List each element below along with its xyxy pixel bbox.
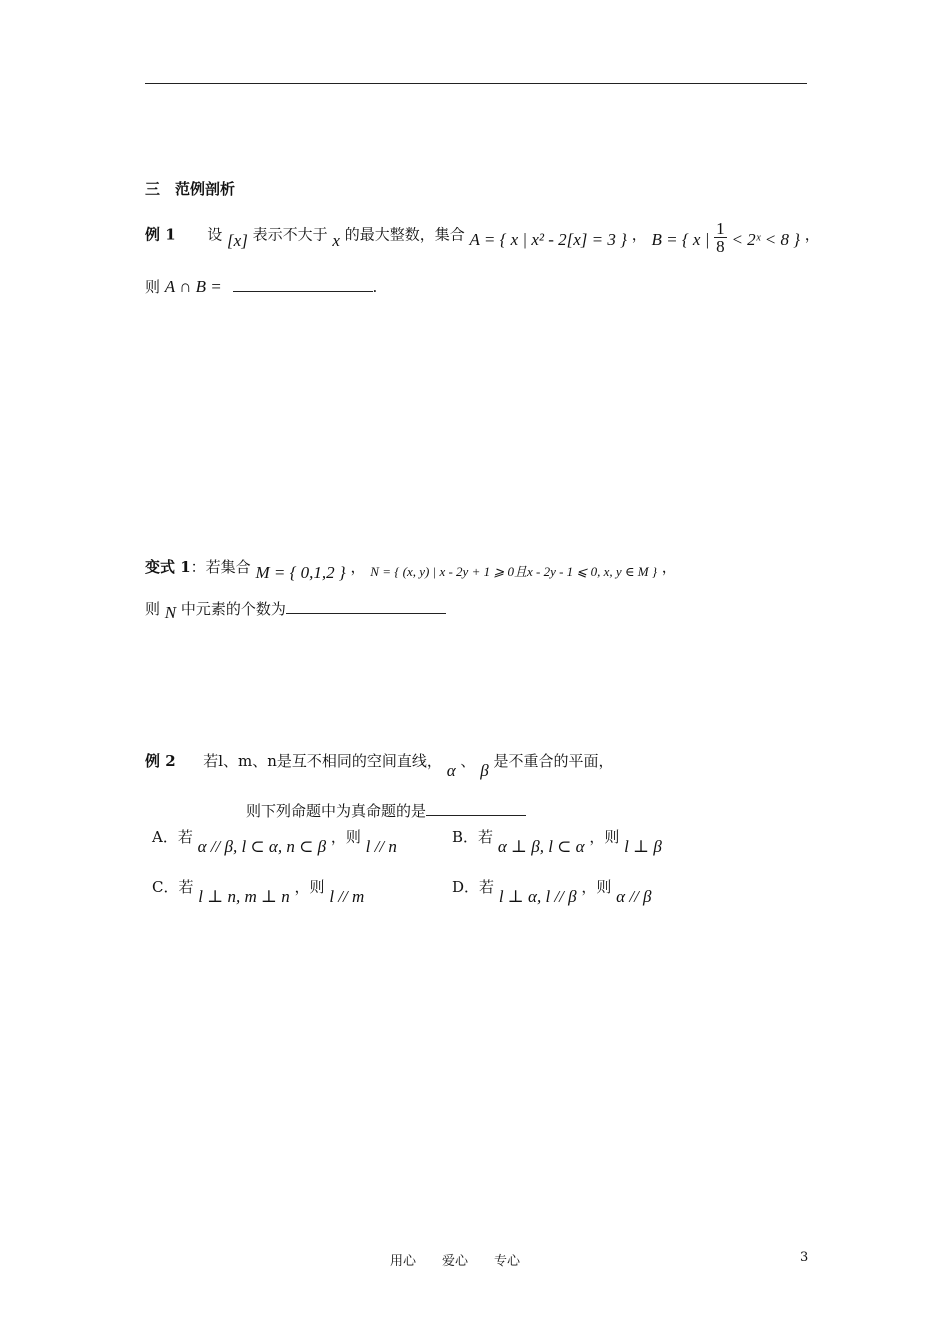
example-2-line-2 bbox=[246, 800, 526, 821]
option-D-then: ，则 bbox=[581, 878, 612, 896]
variable-N: N bbox=[164, 603, 177, 622]
intersection-expression: A ∩ B = bbox=[164, 277, 222, 296]
example-2-question: 则下列命题中为真命题的是 bbox=[246, 802, 427, 820]
option-A-condition: α // β, l ⊂ α, n ⊂ β bbox=[197, 837, 327, 856]
option-B-condition: α ⊥ β, l ⊂ α bbox=[497, 837, 585, 856]
example-2-text-b: 是不重合的平面， bbox=[493, 752, 614, 770]
set-M: M = { 0,1,2 } bbox=[255, 563, 346, 582]
example-1-sep: ， bbox=[631, 225, 647, 244]
dun-mark: 、 bbox=[460, 752, 476, 770]
answer-blank[interactable] bbox=[233, 291, 373, 292]
option-A-then: ，则 bbox=[330, 828, 361, 846]
fraction-one-eighth bbox=[714, 220, 727, 255]
variable-x: x bbox=[332, 230, 340, 250]
set-A: A = { x | x² - 2[x] = 3 } bbox=[469, 229, 627, 249]
set-N: N = { (x, y) | x - 2y + 1 ⩾ 0且x - 2y - 1 ⩽ 0, x, y ∈ M } bbox=[370, 564, 658, 579]
example-1-line-1 bbox=[145, 218, 820, 256]
option-C[interactable] bbox=[152, 876, 365, 906]
option-D-conclusion: α // β bbox=[616, 887, 652, 906]
option-C-key: C．若 bbox=[152, 878, 194, 896]
option-C-then: ，则 bbox=[294, 878, 325, 896]
option-B-then: ，则 bbox=[589, 828, 620, 846]
option-A-key: A．若 bbox=[152, 828, 193, 846]
example-1-label: 例 1 bbox=[145, 225, 176, 244]
example-2-label: 例 2 bbox=[145, 752, 176, 770]
symbol-beta: β bbox=[480, 761, 489, 780]
example-1-text-b: 表示不大于 bbox=[252, 225, 328, 244]
variant-1-sep: ， bbox=[350, 558, 366, 576]
variant-1-line2-prefix: 则 bbox=[145, 600, 161, 618]
answer-blank[interactable] bbox=[286, 613, 446, 614]
option-A[interactable] bbox=[152, 826, 397, 856]
option-D-key: D．若 bbox=[452, 878, 495, 896]
answer-blank[interactable] bbox=[426, 815, 526, 816]
example-1-line-2 bbox=[145, 276, 377, 297]
example-1-text-c: 的最大整数，集合 bbox=[344, 225, 465, 244]
example-2-line-1 bbox=[145, 750, 614, 780]
option-C-condition: l ⊥ n, m ⊥ n bbox=[198, 887, 290, 906]
example-1-line2-end: . bbox=[372, 278, 378, 296]
example-2-text: 若l、m、n是互不相同的空间直线， bbox=[203, 752, 442, 770]
example-1-end: ， bbox=[804, 225, 820, 244]
variant-1-label: 变式 1 bbox=[145, 558, 191, 576]
section-title: 三 范例剖析 bbox=[145, 180, 236, 198]
option-B[interactable] bbox=[452, 826, 662, 856]
symbol-alpha: α bbox=[446, 761, 456, 780]
option-C-conclusion: l // m bbox=[329, 887, 365, 906]
variant-1-line-2 bbox=[145, 598, 446, 622]
option-B-conclusion: l ⊥ β bbox=[624, 837, 662, 856]
variant-1-line-1 bbox=[145, 556, 677, 582]
option-B-key: B．若 bbox=[452, 828, 494, 846]
option-D-condition: l ⊥ α, l // β bbox=[498, 887, 577, 906]
fraction-numerator: 1 bbox=[716, 219, 725, 238]
footer-motto: 用心 爱心 专心 bbox=[390, 1254, 521, 1269]
set-B-suffix: < 2ˣ < 8 } bbox=[731, 229, 800, 249]
page-number: 3 bbox=[800, 1250, 809, 1265]
example-1-line2-prefix: 则 bbox=[145, 278, 161, 296]
variant-1-end: ， bbox=[661, 558, 677, 576]
set-B-prefix: B = { x | bbox=[651, 229, 710, 249]
header-rule bbox=[145, 83, 807, 84]
variant-1-line2-text: 中元素的个数为 bbox=[180, 600, 286, 618]
example-1-text-a: 设 bbox=[207, 225, 223, 244]
fraction-denominator: 8 bbox=[716, 237, 725, 256]
option-D[interactable] bbox=[452, 876, 652, 906]
floor-notation: [x] bbox=[227, 230, 248, 250]
option-A-conclusion: l // n bbox=[365, 837, 397, 856]
variant-1-text-a: ：若集合 bbox=[190, 558, 251, 576]
